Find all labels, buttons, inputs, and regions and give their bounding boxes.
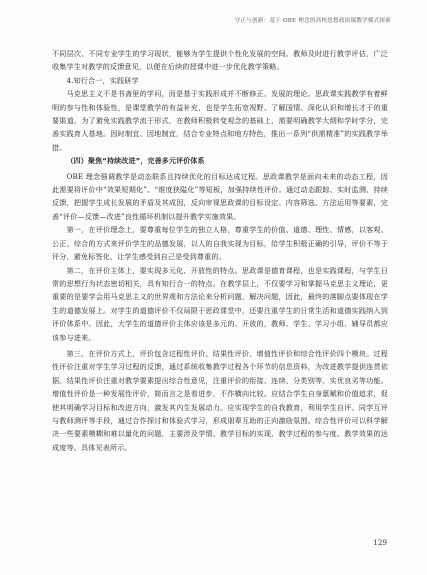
running-header: 守正与创新：基于 OBE 理念的高校思想政治课教学模式探索 [234, 18, 391, 24]
paragraph-third: 第三，在评价方式上，评价包含过程性评价、结果性评价、增值性评价和综合性评价四个模块。过程性评价注重对学生学习过程的反馈，通过系统收集教学过程各个环节的信息资料，为改进教学提供连贯依据。结果性评价注重对教学要素提出综合性意见，注重评价的衔接、连续、分类别等、实优良劣等功能。增值性评价是一种发展性评价，简而言之是看进步，不作横向比较。应结合学生自身禀赋和价值追求，促使其明确学习目标和改进方向，激发其内生发展动力。应实现学生的自我教育，利用学生自评、同学互评与教师测评等手段，通过合作探讨和体验式学习，形成朋辈互助的正向激励氛围。综合性评价可以科学解决一些要素模糊和难以量化的问题，主要涉及学情、教学目标的实现、教学过程的参与度、教学效果的达成度等。具体见表所示。 [52, 348, 388, 452]
paragraph-continued: 不同层次、不同专业学生的学习现状，能够为学生提供个性化发展的空间。教师及时进行教学评估，广泛收集学生对教学的反馈意见，以便在后续的授课中进一步优化教学策略。 [52, 49, 388, 72]
paragraph-obe: OBE 理念强调教学是动态联系且持续优化的目标达成过程。思政课教学是面向未来的动态工程，因此需要将评价中“效果短期化”、“维度狭隘化”等短板，加强持续性评价。通过动态跟踪、实时监测、持续反馈，把握学生成长发展的矛盾及其成因，反向审视思政课的目标设定、内容筛选、方法运用等要素，完善“评价—反馈—改进”良性循环机制以提升教学实施效果。 [52, 171, 388, 221]
paragraph-first: 第一，在评价理念上，要尊重每位学生的独立人格，尊重学生的价值、道德、理性、情感，以客观、公正、综合的方式来评价学生的品德发展，以人的自我实现为目标，给学生积极正确的引导，评价不等于评分，避免标签化，让学生感受到自己是受到尊重的。 [52, 225, 388, 262]
section-heading-evaluation: （四）聚焦“持续改进”，完善多元评价体系 [66, 157, 205, 166]
paragraph-practice: 马克思主义不是书斋里的学问，而是基于实践形成并不断修正、发展的理论。思政课实践教学有着鲜明的参与性和体验性，是课堂教学的有益补充，也是学生拓宽视野、了解国情、深化认识和增长才干的重要渠道。为了避免实践教学流于形式，在教师积极转变观念的基础上，需要明确教学大纲和学时学分，完善实践育人基地。因时制宜、因地制宜，结合专业特点和地方特色，推出一系列“供需精准”的实践教学举措。 [52, 89, 388, 152]
article-body [52, 47, 388, 454]
subheading-practice: 4.知行合一，实践研学 [66, 75, 139, 85]
paragraph-second: 第二，在评价主体上，要实现多元化、开放性的特点。思政课是德育课程，也是实践课程，与学生日常的思想行为状态密切相关，具有知行合一的特点。在教学层上，不仅要学习和掌握马克思主义理论，更重要的是要学会用马克思主义的世界观和方法论来分析问题，解决问题，因此，最终的落脚点要体现在学生的道德发展上。对学生的道德评价不仅局限于思政课堂中，还要注重学生的日常生活和道德实践纳入到评价体系中。因此，大学生的道德评价主体应该是多元的、开放的，教师、学生、学习小组、辅导员都应该参与进来。 [52, 265, 388, 342]
page-number: 129 [373, 538, 387, 547]
